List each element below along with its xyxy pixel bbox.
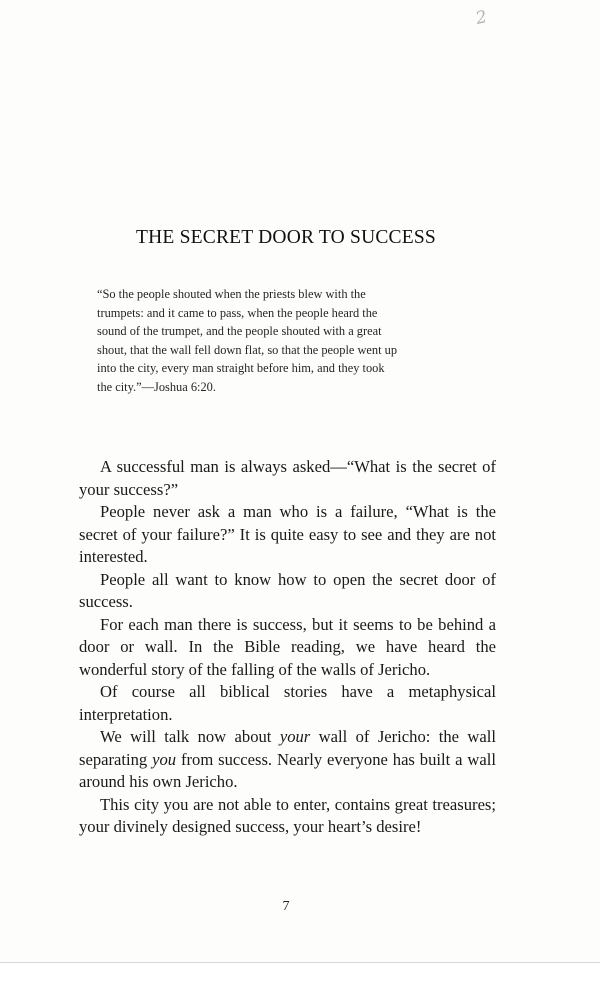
handwritten-page-mark: 2 [474, 7, 489, 29]
paragraph: A successful man is always asked—“What is the secret of your success?” [79, 457, 496, 499]
epigraph-quote [97, 285, 476, 397]
page-number: 7 [282, 899, 290, 914]
epigraph-line: trumpets: and it came to pass, when the people heard the [97, 305, 378, 320]
page-bottom-edge [0, 962, 600, 963]
epigraph-line: the city.”—Joshua 6:20. [97, 379, 216, 394]
emphasis-you: you [152, 749, 177, 769]
paragraph [79, 726, 496, 794]
epigraph-line: sound of the trumpet, and the people shouted with a great [97, 324, 382, 339]
epigraph-line: into the city, every man straight before him, and they took [97, 361, 385, 376]
paragraph: People never ask a man who is a failure, “What is the secret of your failure?” It is quite easy to see and they are not interested. [79, 502, 496, 566]
chapter-title: THE SECRET DOOR TO SUCCESS [136, 227, 436, 248]
epigraph-line: “So the people shouted when the priests blew with the [97, 287, 366, 301]
paragraph-text: We will talk now about [100, 727, 280, 746]
body-text [79, 456, 496, 839]
paragraph: People all want to know how to open the secret door of success. [79, 569, 496, 611]
paragraph: This city you are not able to enter, contains great treasures; your divinely designed success, your heart’s desire! [79, 794, 496, 836]
paragraph-text: from success. Nearly everyone has built a wall around his own Jericho. [79, 749, 496, 791]
paragraph: For each man there is success, but it seems to be behind a door or wall. In the Bible reading, we have heard the wonderful story of the falling of the walls of Jericho. [79, 614, 496, 679]
epigraph-line: shout, that the wall fell down flat, so that the people went up [97, 342, 398, 357]
emphasis-your: your [279, 727, 311, 746]
paragraph: Of course all biblical stories have a metaphysical interpretation. [79, 682, 496, 724]
paragraph-text: wall of Jericho: the wall separating [79, 727, 496, 769]
